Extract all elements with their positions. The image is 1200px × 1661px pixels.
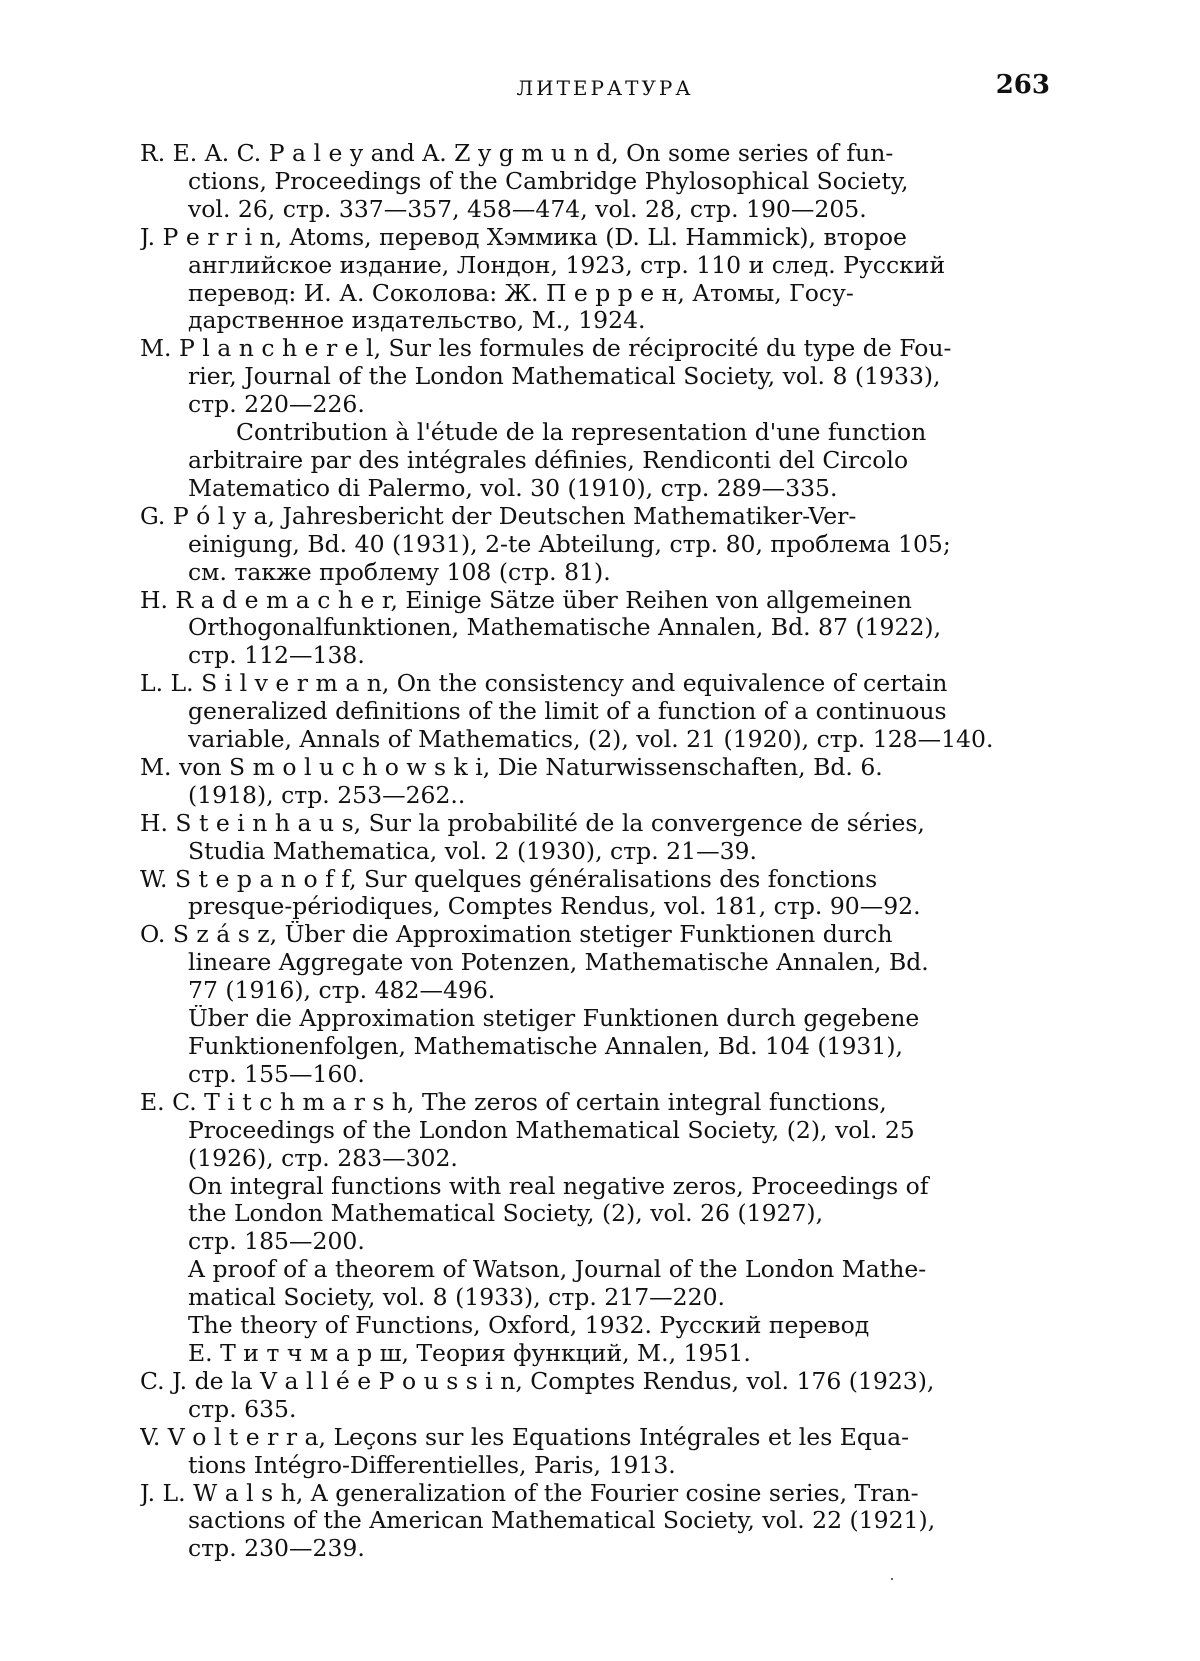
entry-line: tions Intégro-Differentielles, Paris, 1913. [140,1452,1050,1480]
bibliography-entry [140,224,1050,336]
entry-line: стр. 635. [140,1396,1050,1424]
entry-line: A proof of a theorem of Watson, Journal of the London Mathe- [140,1256,1050,1284]
entry-line: presque-périodiques, Comptes Rendus, vol. 181, стр. 90—92. [140,893,1050,921]
entry-line: vol. 26, стр. 337—357, 458—474, vol. 28, стр. 190—205. [140,196,1050,224]
entry-line: einigung, Bd. 40 (1931), 2-te Abteilung, стр. 80, проблема 105; [140,531,1050,559]
entry-subline: Funktionenfolgen, Mathematische Annalen, Bd. 104 (1931), [140,1033,1050,1061]
bibliography-list [140,140,1050,1563]
entry-line: On integral functions with real negative zeros, Proceedings of [140,1173,1050,1201]
entry-line: Studia Mathematica, vol. 2 (1930), стр. 21—39. [140,838,1050,866]
bibliography-entry [140,1424,1050,1480]
entry-line: M. P l a n c h e r e l, Sur les formules de réciprocité du type de Fou- [140,335,1050,363]
print-speck [891,1578,893,1580]
entry-line: (1926), стр. 283—302. [140,1145,1050,1173]
entry-line: generalized definitions of the limit of a function of a continuous [140,698,1050,726]
bibliography-entry [140,1368,1050,1424]
entry-line: the London Mathematical Society, (2), vol. 26 (1927), [140,1200,1050,1228]
entry-line: V. V o l t e r r a, Leçons sur les Equations Intégrales et les Equa- [140,1424,1050,1452]
entry-line: C. J. de la V a l l é e P o u s s i n, Comptes Rendus, vol. 176 (1923), [140,1368,1050,1396]
entry-line: Е. Т и т ч м а р ш, Теория функций, М., 1951. [140,1340,1050,1368]
running-title: ЛИТЕРАТУРА [160,76,1050,100]
entry-line: The theory of Functions, Oxford, 1932. Русский перевод [140,1312,1050,1340]
bibliography-entry [140,503,1050,587]
entry-line: rier, Journal of the London Mathematical Society, vol. 8 (1933), [140,363,1050,391]
entry-line: M. von S m o l u c h o w s k i, Die Naturwissenschaften, Bd. 6. [140,754,1050,782]
entry-line: см. также проблему 108 (стр. 81). [140,559,1050,587]
bibliography-entry [140,670,1050,754]
entry-line: стр. 185—200. [140,1228,1050,1256]
bibliography-entry [140,921,1050,1088]
entry-line: E. C. T i t c h m a r s h, The zeros of certain integral functions, [140,1089,1050,1117]
entry-line: variable, Annals of Mathematics, (2), vol. 21 (1920), стр. 128—140. [140,726,1050,754]
entry-line: Proceedings of the London Mathematical Society, (2), vol. 25 [140,1117,1050,1145]
entry-line: W. S t e p a n o f f, Sur quelques généralisations des fonctions [140,866,1050,894]
bibliography-entry [140,754,1050,810]
entry-line: (1918), стр. 253—262.. [140,782,1050,810]
entry-line: lineare Aggregate von Potenzen, Mathematische Annalen, Bd. [140,949,1050,977]
entry-subline: arbitraire par des intégrales définies, Rendiconti del Circolo [140,447,1050,475]
entry-line: английское издание, Лондон, 1923, стр. 110 и след. Русский [140,252,1050,280]
entry-line: H. S t e i n h a u s, Sur la probabilité de la convergence de séries, [140,810,1050,838]
entry-line: дарственное издательство, М., 1924. [140,307,1050,335]
entry-line: 77 (1916), стр. 482—496. [140,977,1050,1005]
entry-line: O. S z á s z, Über die Approximation stetiger Funktionen durch [140,921,1050,949]
entry-line: стр. 230—239. [140,1535,1050,1563]
entry-subline: Über die Approximation stetiger Funktionen durch gegebene [140,1005,1050,1033]
entry-line: H. R a d e m a c h e r, Einige Sätze über Reihen von allgemeinen [140,587,1050,615]
entry-line: G. P ó l y a, Jahresbericht der Deutschen Mathematiker-Ver- [140,503,1050,531]
entry-subline: стр. 155—160. [140,1061,1050,1089]
bibliography-entry [140,140,1050,224]
entry-line: J. P e r r i n, Atoms, перевод Хэммика (D. Ll. Hammick), второе [140,224,1050,252]
page-header [160,70,1050,104]
bibliography-entry [140,810,1050,866]
entry-line: J. L. W a l s h, A generalization of the Fourier cosine series, Tran- [140,1480,1050,1508]
entry-line: стр. 112—138. [140,642,1050,670]
page-number: 263 [996,70,1050,100]
bibliography-entry [140,335,1050,502]
entry-line: R. E. A. C. P a l e y and A. Z y g m u n d, On some series of fun- [140,140,1050,168]
book-page [0,0,1200,1661]
bibliography-entry [140,1089,1050,1368]
entry-line: перевод: И. А. Соколова: Ж. П е р р е н, Атомы, Госу- [140,280,1050,308]
entry-line: sactions of the American Mathematical Society, vol. 22 (1921), [140,1507,1050,1535]
bibliography-entry [140,587,1050,671]
entry-line: ctions, Proceedings of the Cambridge Phylosophical Society, [140,168,1050,196]
bibliography-entry [140,1480,1050,1564]
entry-subline: Contribution à l'étude de la representation d'une function [140,419,1050,447]
entry-subline: Matematico di Palermo, vol. 30 (1910), стр. 289—335. [140,475,1050,503]
entry-line: matical Society, vol. 8 (1933), стр. 217—220. [140,1284,1050,1312]
entry-line: стр. 220—226. [140,391,1050,419]
entry-line: Orthogonalfunktionen, Mathematische Annalen, Bd. 87 (1922), [140,614,1050,642]
bibliography-entry [140,866,1050,922]
entry-line: L. L. S i l v e r m a n, On the consistency and equivalence of certain [140,670,1050,698]
